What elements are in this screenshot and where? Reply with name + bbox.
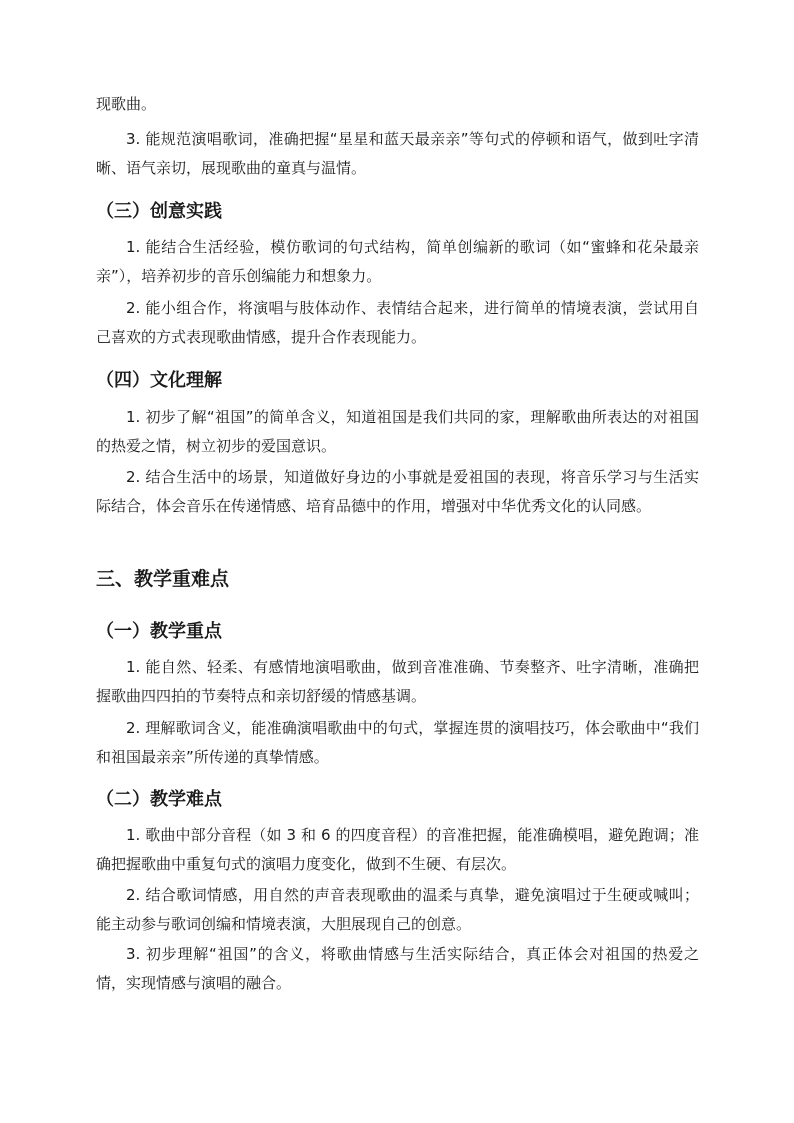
paragraph-culture-1: 1. 初步了解“祖国”的简单含义，知道祖国是我们共同的家，理解歌曲所表达的对祖国的热爱之情，树立初步的爱国意识。 bbox=[96, 408, 699, 455]
heading-teaching-difficulties: （二）教学难点 bbox=[96, 789, 222, 810]
paragraph-intro-continuation: 现歌曲。 bbox=[96, 95, 157, 113]
heading-teaching-key-points: （一）教学重点 bbox=[96, 621, 222, 642]
paragraph-culture-2: 2. 结合生活中的场景，知道做好身边的小事就是爱祖国的表现，将音乐学习与生活实际结合，体会音乐在传递情感、培育品德中的作用，增强对中华优秀文化的认同感。 bbox=[96, 468, 699, 515]
paragraph-key-2: 2. 理解歌词含义，能准确演唱歌曲中的句式，掌握连贯的演唱技巧，体会歌曲中“我们和祖国最亲亲”所传递的真挚情感。 bbox=[96, 719, 699, 766]
heading-creative-practice: （三）创意实践 bbox=[96, 201, 222, 222]
paragraph-creative-2: 2. 能小组合作，将演唱与肢体动作、表情结合起来，进行简单的情境表演，尝试用自己喜欢的方式表现歌曲情感，提升合作表现能力。 bbox=[96, 299, 699, 346]
paragraph-key-1: 1. 能自然、轻柔、有感情地演唱歌曲，做到音准准确、节奏整齐、吐字清晰，准确把握歌曲四四拍的节奏特点和亲切舒缓的情感基调。 bbox=[96, 658, 699, 705]
heading-cultural-understanding: （四）文化理解 bbox=[96, 370, 222, 391]
paragraph-difficulty-3: 3. 初步理解“祖国”的含义，将歌曲情感与生活实际结合，真正体会对祖国的热爱之情，实现情感与演唱的融合。 bbox=[96, 945, 699, 992]
paragraph-difficulty-2: 2. 结合歌词情感，用自然的声音表现歌曲的温柔与真挚，避免演唱过于生硬或喊叫；能主动参与歌词创编和情境表演，大胆展现自己的创意。 bbox=[96, 886, 699, 933]
heading-section-3: 三、教学重难点 bbox=[96, 568, 230, 590]
paragraph-creative-1: 1. 能结合生活经验，模仿歌词的句式结构，简单创编新的歌词（如“蜜蜂和花朵最亲亲”），培养初步的音乐创编能力和想象力。 bbox=[96, 238, 699, 285]
paragraph-difficulty-1: 1. 歌曲中部分音程（如 3 和 6 的四度音程）的音准把握，能准确模唱，避免跑调；准确把握歌曲中重复句式的演唱力度变化，做到不生硬、有层次。 bbox=[96, 826, 699, 873]
paragraph-item-3-singing: 3. 能规范演唱歌词，准确把握“星星和蓝天最亲亲”等句式的停顿和语气，做到吐字清晰、语气亲切，展现歌曲的童真与温情。 bbox=[96, 130, 699, 177]
